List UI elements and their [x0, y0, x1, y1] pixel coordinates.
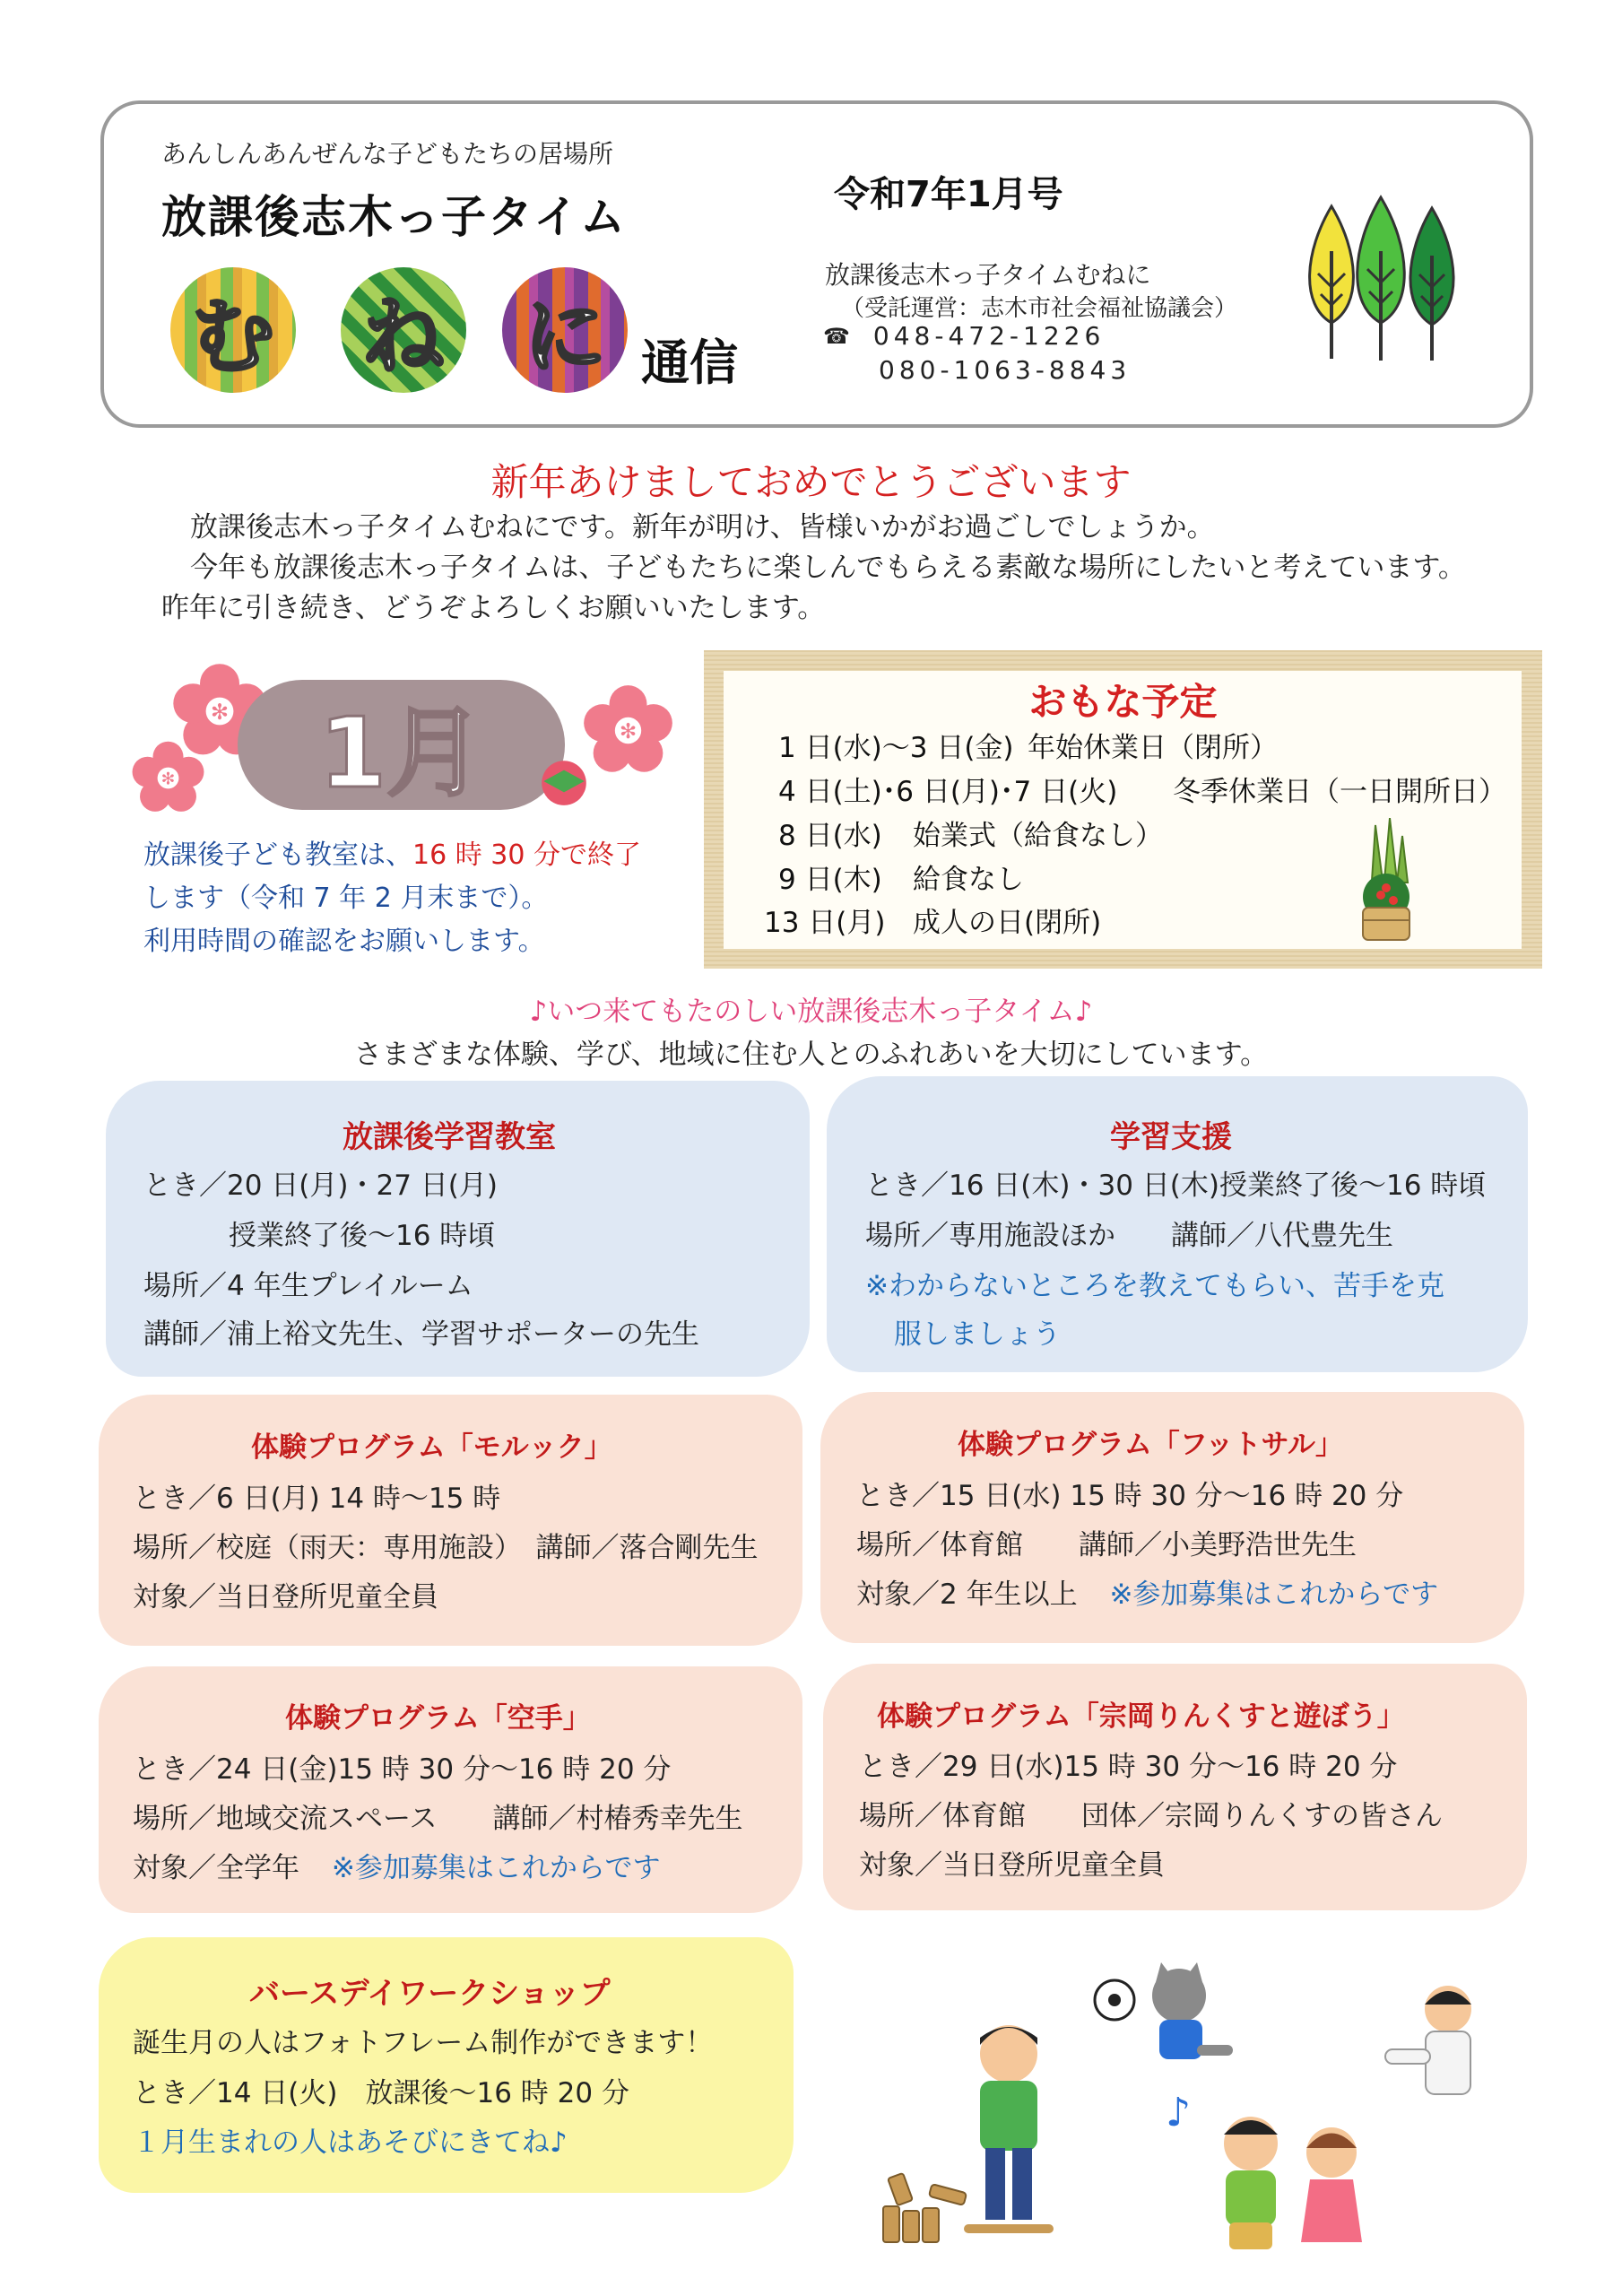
kids-playing-illustration	[874, 1955, 1502, 2260]
plum-blossom-icon	[581, 683, 675, 778]
org-name: 放課後志木っ子タイムむねに	[825, 260, 1151, 290]
card-birthday-line-1: 誕生月の人はフォトフレーム制作ができます！	[133, 2027, 714, 2059]
svg-text:✻: ✻	[210, 699, 230, 725]
brand-title: 放課後志木っ子タイム	[161, 191, 627, 243]
svg-text:✻: ✻	[619, 719, 638, 744]
boy-cheering-icon	[1224, 2117, 1278, 2249]
schedule-row: 9 日(木) 給食なし	[778, 864, 1024, 896]
badge-ni: に	[502, 267, 628, 393]
card-study-when: とき／20 日(月)・27 日(月)	[143, 1170, 498, 1202]
card-study-place: 場所／4 年生プレイルーム	[143, 1270, 473, 1302]
greeting-line-1: 放課後志木っ子タイムむねにです。新年が明け、皆様いかがお過ごしでしょうか。	[190, 511, 1215, 544]
card-karate-when: とき／24 日(金)15 時 30 分～16 時 20 分	[133, 1753, 672, 1786]
card-karate-title: 体験プログラム「空手」	[285, 1702, 591, 1735]
schedule-row: 13 日(月) 成人の日(閉所)	[764, 907, 1102, 939]
card-support-title: 学習支援	[1110, 1119, 1232, 1155]
badge-mu: む	[170, 267, 296, 393]
card-futsal-place: 場所／体育館 講師／小美野浩世先生	[856, 1529, 1357, 1561]
card-munaoka-title: 体験プログラム「宗岡りんくすと遊ぼう」	[877, 1700, 1405, 1733]
cat-kicking-icon	[1152, 1962, 1233, 2059]
schedule-row: 4 日(土)･6 日(月)･7 日(火) 冬季休業日（一日開所日）	[778, 776, 1506, 808]
card-futsal-title: 体験プログラム「フットサル」	[958, 1429, 1343, 1461]
card-birthday-line-2: とき／14 日(火) 放課後～16 時 20 分	[133, 2077, 629, 2109]
january-note-time: 16 時 30 分で終了	[412, 839, 641, 871]
card-futsal-target: 対象／2 年生以上 ※参加募集はこれからです	[856, 1578, 1439, 1611]
card-support-place: 場所／専用施設ほか 講師／八代豊先生	[865, 1220, 1393, 1252]
newsletter-label: 通信	[641, 335, 738, 391]
molkky-pins-icon	[883, 2173, 967, 2242]
card-molkky-title: 体験プログラム「モルック」	[251, 1431, 612, 1464]
card-futsal-note: ※参加募集はこれからです	[1109, 1578, 1439, 1611]
card-molkky-place: 場所／校庭（雨天：専用施設） 講師／落合剛先生	[133, 1532, 759, 1564]
january-label: 1月	[238, 680, 565, 810]
karate-girl-icon	[1385, 1986, 1471, 2094]
tagline: あんしんあんぜんな子どもたちの居場所	[161, 139, 614, 169]
card-birthday-line-3: １月生まれの人はあそびにきてね♪	[133, 2126, 568, 2159]
january-note: 放課後子ども教室は、16 時 30 分で終了 します（令和 7 年 2 月末まで）。 利用時間の確認をお願いします。	[143, 839, 641, 957]
card-karate-place: 場所／地域交流スペース 講師／村椿秀幸先生	[133, 1803, 743, 1835]
card-munaoka-when: とき／29 日(水)15 時 30 分～16 時 20 分	[859, 1751, 1398, 1783]
card-support-note-2: 服しましょう	[894, 1318, 1061, 1351]
schedule-row: 8 日(水) 始業式（給食なし）	[778, 820, 1163, 852]
org-operator: （受託運営：志木市社会福祉協議会）	[841, 295, 1238, 322]
boy-green-shirt-icon	[964, 2025, 1054, 2233]
card-study-when2: 授業終了後～16 時頃	[229, 1220, 496, 1252]
card-support-when: とき／16 日(木)・30 日(木)授業終了後～16 時頃	[865, 1170, 1487, 1202]
girl-cheering-icon	[1301, 2127, 1362, 2242]
intro-headline: ♪いつ来てもたのしい放課後志木っ子タイム♪	[529, 996, 1093, 1028]
soccer-ball-icon	[1095, 1980, 1134, 2020]
schedule-row: 1 日(水)～3 日(金) 年始休業日（閉所）	[778, 732, 1278, 764]
greeting-title: 新年あけましておめでとうございます	[490, 460, 1132, 504]
intro-text: さまざまな体験、学び、地域に住む人とのふれあいを大切にしています。	[353, 1039, 1269, 1071]
card-support-note: ※わからないところを教えてもらい、苦手を克	[865, 1270, 1444, 1302]
card-study-title: 放課後学習教室	[343, 1119, 556, 1155]
svg-text:✻: ✻	[160, 770, 176, 789]
issue-date: 令和7年1月号	[834, 174, 1063, 215]
phone-icon: ☎	[823, 323, 850, 349]
card-munaoka-place: 場所／体育館 団体／宗岡りんくすの皆さん	[859, 1800, 1443, 1832]
kadomatsu-icon	[1345, 818, 1427, 944]
card-study-teacher: 講師／浦上裕文先生、学習サポーターの先生	[143, 1318, 699, 1351]
greeting-line-3: 昨年に引き続き、どうぞよろしくお願いいたします。	[161, 592, 826, 624]
card-karate-note: ※参加募集はこれからです	[331, 1852, 661, 1884]
plum-blossom-icon	[130, 740, 206, 816]
card-karate-target: 対象／全学年 ※参加募集はこれからです	[133, 1852, 661, 1884]
badge-ne: ね	[341, 267, 466, 393]
card-molkky-when: とき／6 日(月) 14 時～15 時	[133, 1483, 501, 1515]
card-futsal-when: とき／15 日(水) 15 時 30 分～16 時 20 分	[856, 1480, 1404, 1512]
card-munaoka-target: 対象／当日登所児童全員	[859, 1849, 1165, 1882]
schedule-title: おもな予定	[1028, 680, 1218, 724]
daruma-ball-icon	[536, 753, 592, 809]
phone-number-2: 080-1063-8843	[879, 355, 1132, 385]
phone-row	[823, 321, 1105, 351]
phone-number-1: 048-472-1226	[872, 321, 1106, 351]
card-molkky-target: 対象／当日登所児童全員	[133, 1581, 438, 1613]
card-birthday-title: バースデイワークショップ	[249, 1976, 611, 2012]
three-trees-icon	[1296, 188, 1475, 363]
music-note-icon: ♪	[1166, 2090, 1192, 2135]
greeting-line-2: 今年も放課後志木っ子タイムは、子どもたちに楽しんでもらえる素敵な場所にしたいと考えています。	[190, 552, 1466, 584]
